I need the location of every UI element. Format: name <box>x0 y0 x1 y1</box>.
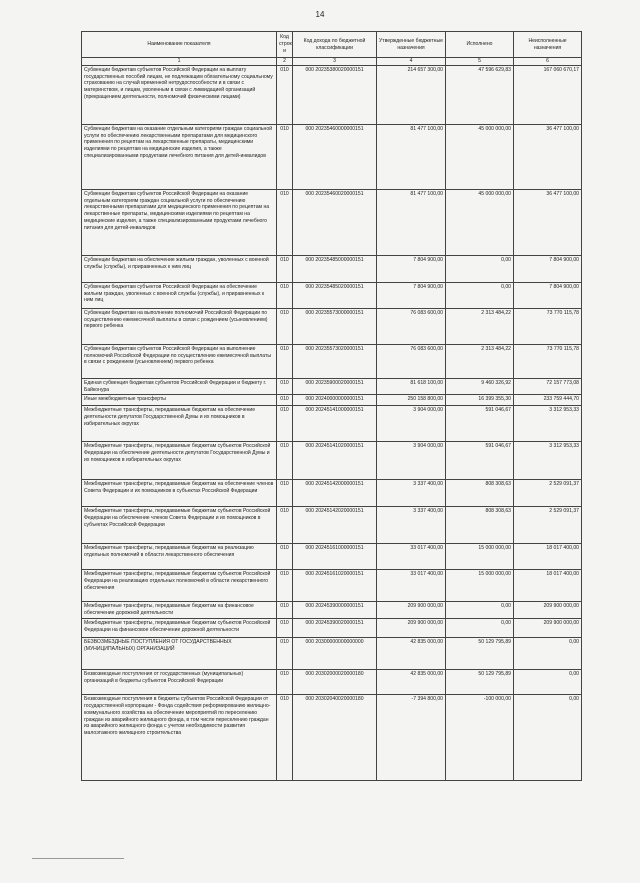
row-unexecuted-amount: 3 312 953,33 <box>514 406 582 442</box>
row-line-code: 010 <box>277 255 293 282</box>
row-line-code: 010 <box>277 442 293 480</box>
row-line-code: 010 <box>277 189 293 255</box>
row-approved-amount: 250 158 800,00 <box>377 395 446 406</box>
row-unexecuted-amount: 0,00 <box>514 695 582 781</box>
row-income-code: 000 20245142000000151 <box>293 480 377 507</box>
header-indicator-name: Наименование показателя <box>82 32 277 58</box>
row-executed-amount: 47 596 629,83 <box>446 65 514 124</box>
row-approved-amount: 81 477 100,00 <box>377 124 446 189</box>
row-approved-amount: 42 835 000,00 <box>377 670 446 695</box>
table-row <box>82 638 582 670</box>
footer-mark <box>32 858 124 859</box>
budget-execution-table <box>81 31 582 781</box>
row-indicator-name: Субвенции бюджетам на обеспечение жильем граждан, уволенных с военной службы (службы), и приравненных к ним лиц <box>82 255 277 282</box>
row-unexecuted-amount: 7 804 900,00 <box>514 255 582 282</box>
row-unexecuted-amount: 2 529 091,37 <box>514 480 582 507</box>
row-unexecuted-amount: 0,00 <box>514 670 582 695</box>
row-executed-amount: 0,00 <box>446 282 514 308</box>
column-number: 3 <box>293 58 377 66</box>
row-unexecuted-amount: 3 312 953,33 <box>514 442 582 480</box>
row-indicator-name: Межбюджетные трансферты, передаваемые бюджетам на финансовое обеспечение дорожной деятельности <box>82 602 277 619</box>
row-executed-amount: 591 046,67 <box>446 406 514 442</box>
row-approved-amount: 209 900 000,00 <box>377 619 446 638</box>
row-line-code: 010 <box>277 65 293 124</box>
table-row <box>82 282 582 308</box>
row-indicator-name: Субвенции бюджетам субъектов Российской Федерации на выполнение полномочий Российской Федерации по осуществлению ежемесячной выплаты в связи с рождением (усыновлением) первого ребенка <box>82 344 277 378</box>
row-income-code: 000 20235460000000151 <box>293 124 377 189</box>
row-approved-amount: 76 083 600,00 <box>377 308 446 344</box>
row-line-code: 010 <box>277 695 293 781</box>
row-unexecuted-amount: 209 900 000,00 <box>514 602 582 619</box>
table-row <box>82 65 582 124</box>
row-approved-amount: 42 835 000,00 <box>377 638 446 670</box>
row-line-code: 010 <box>277 638 293 670</box>
row-income-code: 000 20235485020000151 <box>293 282 377 308</box>
row-indicator-name: БЕЗВОЗМЕЗДНЫЕ ПОСТУПЛЕНИЯ ОТ ГОСУДАРСТВЕННЫХ (МУНИЦИПАЛЬНЫХ) ОРГАНИЗАЦИЙ <box>82 638 277 670</box>
row-executed-amount: 45 000 000,00 <box>446 189 514 255</box>
header-line-code: Код строк и <box>277 32 293 58</box>
row-approved-amount: 209 900 000,00 <box>377 602 446 619</box>
row-executed-amount: 50 129 795,89 <box>446 638 514 670</box>
row-executed-amount: 2 313 484,22 <box>446 308 514 344</box>
row-executed-amount: 0,00 <box>446 602 514 619</box>
row-approved-amount: 3 337 400,00 <box>377 507 446 544</box>
row-line-code: 010 <box>277 570 293 602</box>
table-row <box>82 619 582 638</box>
table-row <box>82 602 582 619</box>
table-row <box>82 255 582 282</box>
row-indicator-name: Межбюджетные трансферты, передаваемые бюджетам на реализацию отдельных полномочий в области лекарственного обеспечения <box>82 544 277 570</box>
row-income-code: 000 20302000020000180 <box>293 670 377 695</box>
row-indicator-name: Межбюджетные трансферты, передаваемые бюджетам субъектов Российской Федерации на обеспечение деятельности депутатов Государственной Думы и их помощников в избирательных округах <box>82 442 277 480</box>
row-line-code: 010 <box>277 670 293 695</box>
row-indicator-name: Межбюджетные трансферты, передаваемые бюджетам на обеспечение членов Совета Федерации и их помощников в субъектах Российской Федерации <box>82 480 277 507</box>
row-approved-amount: 33 017 400,00 <box>377 570 446 602</box>
row-line-code: 010 <box>277 344 293 378</box>
row-unexecuted-amount: 72 157 773,08 <box>514 378 582 395</box>
row-income-code: 000 20240000000000151 <box>293 395 377 406</box>
header-unexecuted: Неисполненные назначения <box>514 32 582 58</box>
table-row <box>82 395 582 406</box>
row-indicator-name: Межбюджетные трансферты, передаваемые бюджетам субъектов Российской Федерации на финансовое обеспечение дорожной деятельности <box>82 619 277 638</box>
row-line-code: 010 <box>277 308 293 344</box>
table-row <box>82 308 582 344</box>
row-unexecuted-amount: 36 477 100,00 <box>514 189 582 255</box>
row-income-code: 000 20302040020000180 <box>293 695 377 781</box>
row-indicator-name: Межбюджетные трансферты, передаваемые бюджетам на обеспечение деятельности депутатов Государственной Думы и их помощников в избирательных округах <box>82 406 277 442</box>
row-line-code: 010 <box>277 544 293 570</box>
row-line-code: 010 <box>277 602 293 619</box>
column-number: 4 <box>377 58 446 66</box>
row-unexecuted-amount: 73 770 115,78 <box>514 344 582 378</box>
row-income-code: 000 20245141000000151 <box>293 406 377 442</box>
table-row <box>82 406 582 442</box>
row-indicator-name: Безвозмездные поступления в бюджеты субъектов Российской Федерации от государственной корпорации - Фонда содействия реформированию жилищно-коммунального хозяйства на обеспечение мероприятий по переселению граждан из аварийного жилищного фонда, в том числе переселению граждан из аварийного жилищного фонда с учетом необходимости развития малоэтажного жилищного строительства <box>82 695 277 781</box>
row-line-code: 010 <box>277 395 293 406</box>
row-income-code: 000 20245161020000151 <box>293 570 377 602</box>
row-approved-amount: 3 904 000,00 <box>377 406 446 442</box>
table-row <box>82 378 582 395</box>
table-row <box>82 344 582 378</box>
row-unexecuted-amount: 18 017 400,00 <box>514 570 582 602</box>
row-line-code: 010 <box>277 378 293 395</box>
row-executed-amount: 0,00 <box>446 619 514 638</box>
row-approved-amount: 81 477 100,00 <box>377 189 446 255</box>
table-row <box>82 442 582 480</box>
row-unexecuted-amount: 7 804 900,00 <box>514 282 582 308</box>
row-approved-amount: 3 904 000,00 <box>377 442 446 480</box>
table-row <box>82 189 582 255</box>
row-income-code: 000 20235573000000151 <box>293 308 377 344</box>
row-unexecuted-amount: 167 060 670,17 <box>514 65 582 124</box>
row-indicator-name: Субвенции бюджетам субъектов Российской Федерации на обеспечение жильем граждан, уволенных с военной службы (службы), и приравненных к ним лиц <box>82 282 277 308</box>
table-row <box>82 570 582 602</box>
row-approved-amount: 33 017 400,00 <box>377 544 446 570</box>
row-line-code: 010 <box>277 124 293 189</box>
column-number: 2 <box>277 58 293 66</box>
row-indicator-name: Субвенции бюджетам субъектов Российской Федерации на оказание отдельным категориям граждан социальной услуги по обеспечению лекарственными препаратами для медицинского применения по рецептам на лекарственные препараты, медицинскими изделиями по рецептам на медицинские изделия, а также специализированными продуктами лечебного питания для детей-инвалидов <box>82 189 277 255</box>
row-indicator-name: Субвенции бюджетам на оказание отдельным категориям граждан социальной услуги по обеспечению лекарственными препаратами для медицинского применения по рецептам на лекарственные препараты, медицинскими изделиями по рецептам на медицинские изделия, а также специализированными продуктами лечебного питания для детей-инвалидов <box>82 124 277 189</box>
row-executed-amount: 45 000 000,00 <box>446 124 514 189</box>
row-line-code: 010 <box>277 480 293 507</box>
column-number: 1 <box>82 58 277 66</box>
column-number-row <box>82 58 582 66</box>
table-row <box>82 695 582 781</box>
table-row <box>82 544 582 570</box>
row-line-code: 010 <box>277 282 293 308</box>
row-executed-amount: 808 308,63 <box>446 507 514 544</box>
row-line-code: 010 <box>277 619 293 638</box>
row-income-code: 000 20245142020000151 <box>293 507 377 544</box>
row-income-code: 000 20235485000000151 <box>293 255 377 282</box>
row-unexecuted-amount: 233 759 444,70 <box>514 395 582 406</box>
row-executed-amount: 16 399 355,30 <box>446 395 514 406</box>
column-number: 6 <box>514 58 582 66</box>
row-indicator-name: Субвенции бюджетам субъектов Российской Федерации на выплату государственных пособий лицам, не подлежащим обязательному социальному страхованию на случай временной нетрудоспособности и в связи с материнством, и лицам, уволенным в связи с ликвидацией организаций (прекращением деятельности, полномочий физическими лицами) <box>82 65 277 124</box>
row-unexecuted-amount: 209 900 000,00 <box>514 619 582 638</box>
row-income-code: 000 20245141020000151 <box>293 442 377 480</box>
row-income-code: 000 20245161000000151 <box>293 544 377 570</box>
row-unexecuted-amount: 18 017 400,00 <box>514 544 582 570</box>
row-income-code: 000 20235380020000151 <box>293 65 377 124</box>
page-number: 14 <box>315 10 325 19</box>
row-indicator-name: Межбюджетные трансферты, передаваемые бюджетам субъектов Российской Федерации на реализацию отдельных полномочий в области лекарственного обеспечения <box>82 570 277 602</box>
row-executed-amount: 15 000 000,00 <box>446 544 514 570</box>
header-income-code: Код дохода по бюджетной классификации <box>293 32 377 58</box>
row-indicator-name: Субвенции бюджетам на выполнение полномочий Российской Федерации по осуществлению ежемесячной выплаты в связи с рождением (усыновлением) первого ребенка <box>82 308 277 344</box>
table-row <box>82 124 582 189</box>
row-executed-amount: 591 046,67 <box>446 442 514 480</box>
row-income-code: 000 20235573020000151 <box>293 344 377 378</box>
row-executed-amount: 2 313 484,22 <box>446 344 514 378</box>
row-income-code: 000 20235460020000151 <box>293 189 377 255</box>
row-approved-amount: 76 083 600,00 <box>377 344 446 378</box>
row-executed-amount: 50 129 795,89 <box>446 670 514 695</box>
row-unexecuted-amount: 73 770 115,78 <box>514 308 582 344</box>
row-executed-amount: -100 000,00 <box>446 695 514 781</box>
row-executed-amount: 0,00 <box>446 255 514 282</box>
table-row <box>82 670 582 695</box>
row-income-code: 000 20300000000000000 <box>293 638 377 670</box>
header-approved: Утвержденные бюджетные назначения <box>377 32 446 58</box>
row-indicator-name: Единая субвенция бюджетам субъектов Российской Федерации и бюджету г. Байконура <box>82 378 277 395</box>
header-executed: Исполнено <box>446 32 514 58</box>
row-unexecuted-amount: 0,00 <box>514 638 582 670</box>
row-approved-amount: 3 337 400,00 <box>377 480 446 507</box>
row-indicator-name: Безвозмездные поступления от государственных (муниципальных) организаций в бюджеты субъектов Российской Федерации <box>82 670 277 695</box>
column-number: 5 <box>446 58 514 66</box>
row-approved-amount: 81 618 100,00 <box>377 378 446 395</box>
row-income-code: 000 20245390020000151 <box>293 619 377 638</box>
row-line-code: 010 <box>277 507 293 544</box>
table-row <box>82 480 582 507</box>
row-approved-amount: -7 394 800,00 <box>377 695 446 781</box>
row-executed-amount: 9 460 326,92 <box>446 378 514 395</box>
row-income-code: 000 20245390000000151 <box>293 602 377 619</box>
row-income-code: 000 20235900020000151 <box>293 378 377 395</box>
row-approved-amount: 7 804 900,00 <box>377 255 446 282</box>
row-approved-amount: 7 804 900,00 <box>377 282 446 308</box>
table-row <box>82 507 582 544</box>
row-approved-amount: 214 657 300,00 <box>377 65 446 124</box>
row-unexecuted-amount: 2 529 091,37 <box>514 507 582 544</box>
row-unexecuted-amount: 36 477 100,00 <box>514 124 582 189</box>
row-line-code: 010 <box>277 406 293 442</box>
row-executed-amount: 808 308,63 <box>446 480 514 507</box>
row-indicator-name: Иные межбюджетные трансферты <box>82 395 277 406</box>
row-executed-amount: 15 000 000,00 <box>446 570 514 602</box>
row-indicator-name: Межбюджетные трансферты, передаваемые бюджетам субъектов Российской Федерации на обеспечение членов Совета Федерации и их помощников в субъектах Российской Федерации <box>82 507 277 544</box>
